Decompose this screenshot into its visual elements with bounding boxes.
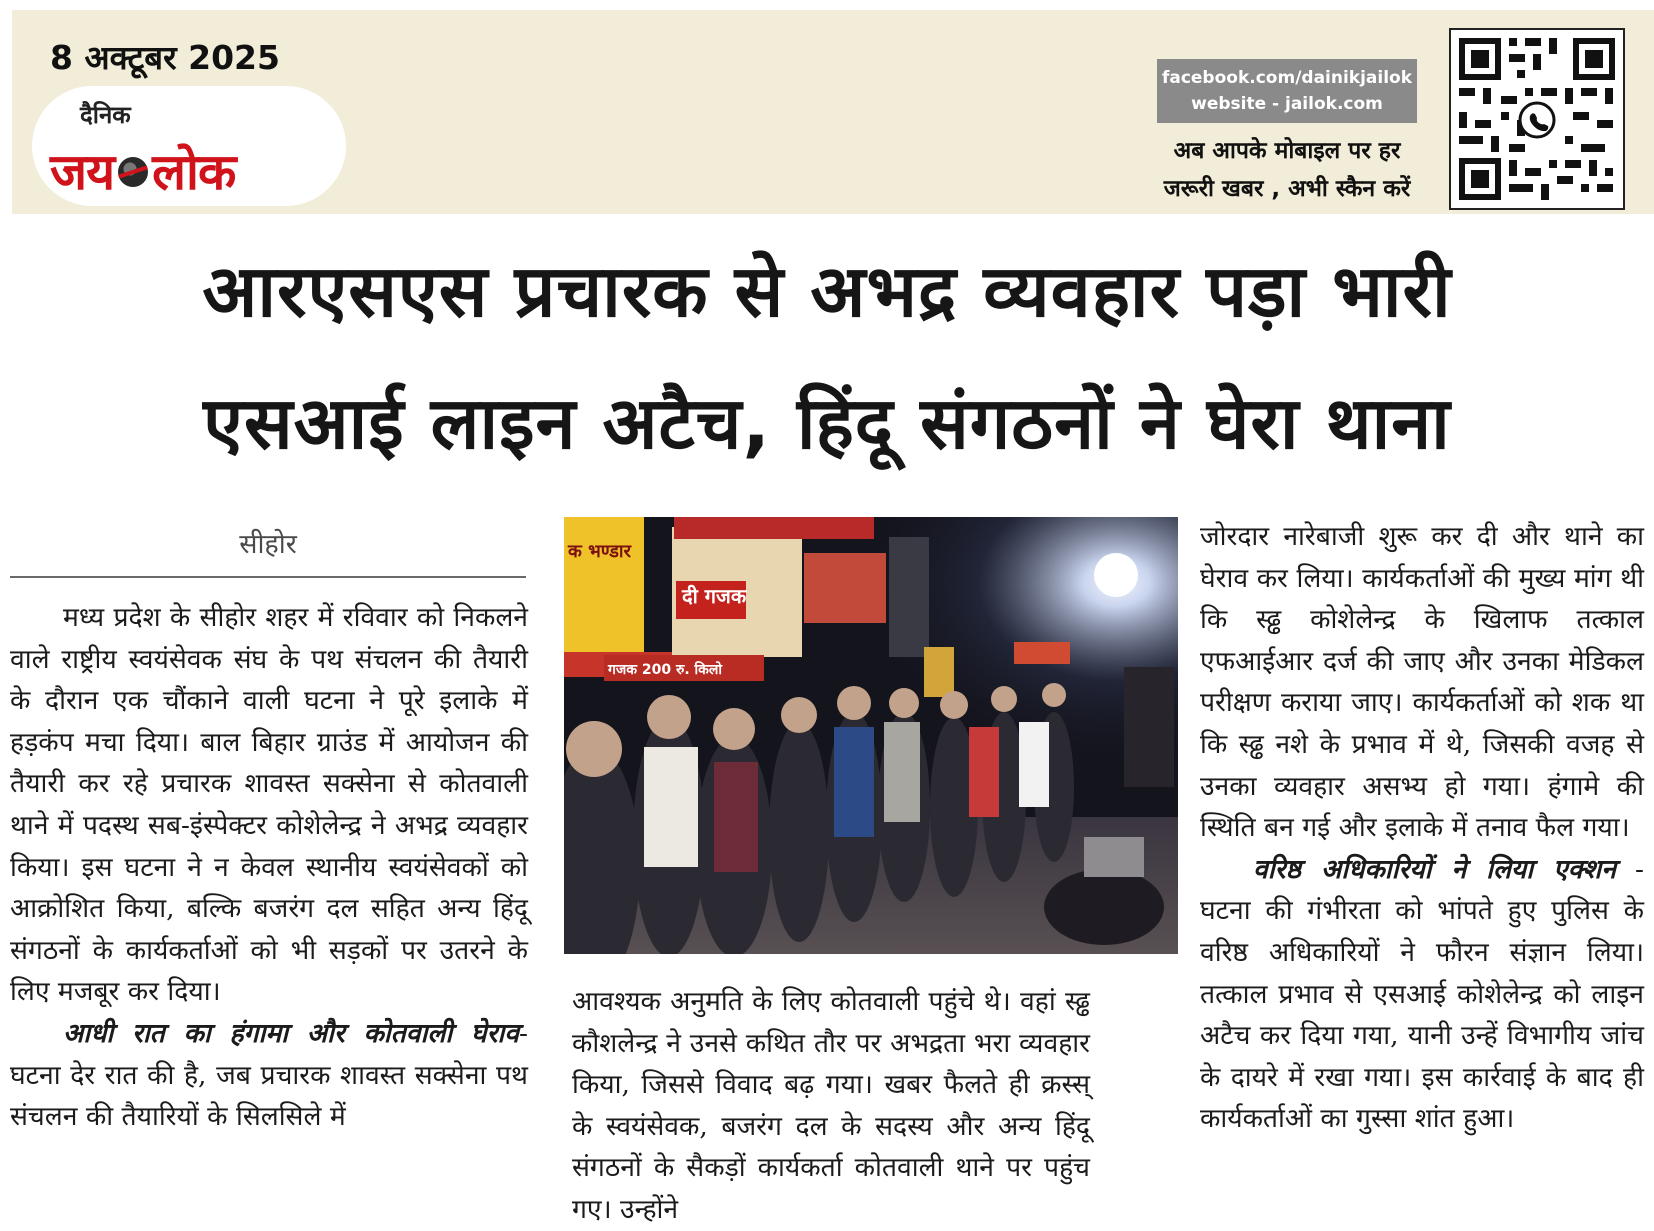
logo-word-lok: लोक	[152, 143, 236, 201]
article-paragraph	[1200, 849, 1644, 1140]
website-link[interactable]: website - jailok.com	[1191, 94, 1383, 114]
subheading: आधी रात का हंगामा और कोतवाली घेराव	[63, 1017, 520, 1049]
shop-sign-1: क भण्डार	[568, 541, 631, 562]
social-links-box	[1157, 59, 1417, 123]
globe-icon	[118, 157, 148, 187]
qr-code-icon[interactable]	[1449, 28, 1625, 210]
dateline: सीहोर	[239, 529, 297, 560]
article-paragraph: जोरदार नारेबाजी शुरू कर दी और थाने का घेराव कर लिया। कार्यकर्ताओं की मुख्य मांग थी कि स्ढ्ढ कोशेलेन्द्र के खिलाफ तत्काल एफआईआर दर्ज की जाए और उनका मेडिकल परीक्षण कराया जाए। कार्यकर्ताओं को शक था कि स्ढ्ढ नशे के प्रभाव में थे, जिसकी वजह से उनका व्यवहार असभ्य हो गया। हंगामे की स्थिति बन गई और इलाके में तनाव फैल गया।	[1200, 521, 1644, 844]
logo-title	[50, 136, 235, 204]
whatsapp-icon	[1520, 103, 1554, 137]
scan-line-2: जरूरी खबर , अभी स्कैन करें	[1163, 176, 1411, 202]
article-column-3	[1200, 516, 1644, 1140]
paragraph-text: - घटना की गंभीरता को भांपते हुए पुलिस के वरिष्ठ अधिकारियों ने फौरन संज्ञान लिया। तत्काल प्रभाव से एसआई कोशेलेन्द्र को लाइन अटैच कर दिया गया, यानी उन्हें विभागीय जांच के दायरे में रखा गया। इस कार्रवाई के बाद ही कार्यकर्ताओं का गुस्सा शांत हुआ।	[1200, 853, 1644, 1135]
newspaper-logo[interactable]	[32, 86, 346, 206]
logo-word-jay: जय	[50, 143, 115, 201]
crowd-at-police-station-image	[564, 517, 1178, 954]
article-paragraph	[10, 1013, 528, 1138]
shop-sign-3: गजक 200 रु. किलो	[608, 662, 723, 678]
article-paragraph: मध्य प्रदेश के सीहोर शहर में रविवार को निकलने वाले राष्ट्रीय स्वयंसेवक संघ के पथ संचलन की तैयारी के दौरान एक चौंकाने वाली घटना ने पूरे इलाके में हड़कंप मचा दिया। बाल बिहार ग्राउंड में आयोजन की तैयारी कर रहे प्रचारक शावस्त सक्सेना से कोतवाली थाने में पदस्थ सब-इंस्पेक्टर कोशेलेन्द्र ने अभद्र व्यवहार किया। इस घटना ने न केवल स्थानीय स्वयंसेवकों को आक्रोशित किया, बल्कि बजरंग दल सहित अन्य हिंदू संगठनों के कार्यकर्ताओं को भी सड़कों पर उतरने के लिए मजबूर कर दिया।	[10, 602, 528, 1008]
headline-line-2: एसआई लाइन अटैच, हिंदू संगठनों ने घेरा थाना	[203, 381, 1451, 465]
paragraph-text: - घटना देर रात की है, जब प्रचारक शावस्त सक्सेना पथ संचलन की तैयारियों के सिलसिले में	[10, 1017, 528, 1133]
article-paragraph: आवश्यक अनुमति के लिए कोतवाली पहुंचे थे। वहां स्ढ्ढ कौशलेन्द्र ने उनसे कथित तौर पर अभद्रता भरा व्यवहार किया, जिससे विवाद बढ़ गया। खबर फैलते ही क्रस्स् के स्वयंसेवक, बजरंग दल के सदस्य और अन्य हिंदू संगठनों के सैकड़ों कार्यकर्ता कोतवाली थाने पर पहुंच गए। उन्होंने	[572, 986, 1090, 1225]
shop-sign-2: दी गजक	[682, 584, 747, 608]
dateline-divider	[10, 576, 526, 578]
article-column-1	[10, 597, 528, 1138]
qr-code-graphic	[1451, 30, 1623, 208]
subheading: वरिष्ठ अधिकारियों ने लिया एक्शन	[1253, 853, 1616, 885]
logo-small-text: दैनिक	[80, 101, 131, 129]
facebook-link[interactable]: facebook.com/dainikjailok	[1161, 68, 1413, 88]
masthead	[12, 10, 1654, 214]
scan-prompt	[1132, 132, 1442, 208]
headline-line-1: आरएसएस प्रचारक से अभद्र व्यवहार पड़ा भारी	[202, 249, 1452, 333]
article-column-2	[572, 981, 1090, 1231]
issue-date: 8 अक्टूबर 2025	[50, 38, 280, 77]
news-photo	[564, 517, 1178, 954]
scan-line-1: अब आपके मोबाइल पर हर	[1173, 138, 1401, 164]
